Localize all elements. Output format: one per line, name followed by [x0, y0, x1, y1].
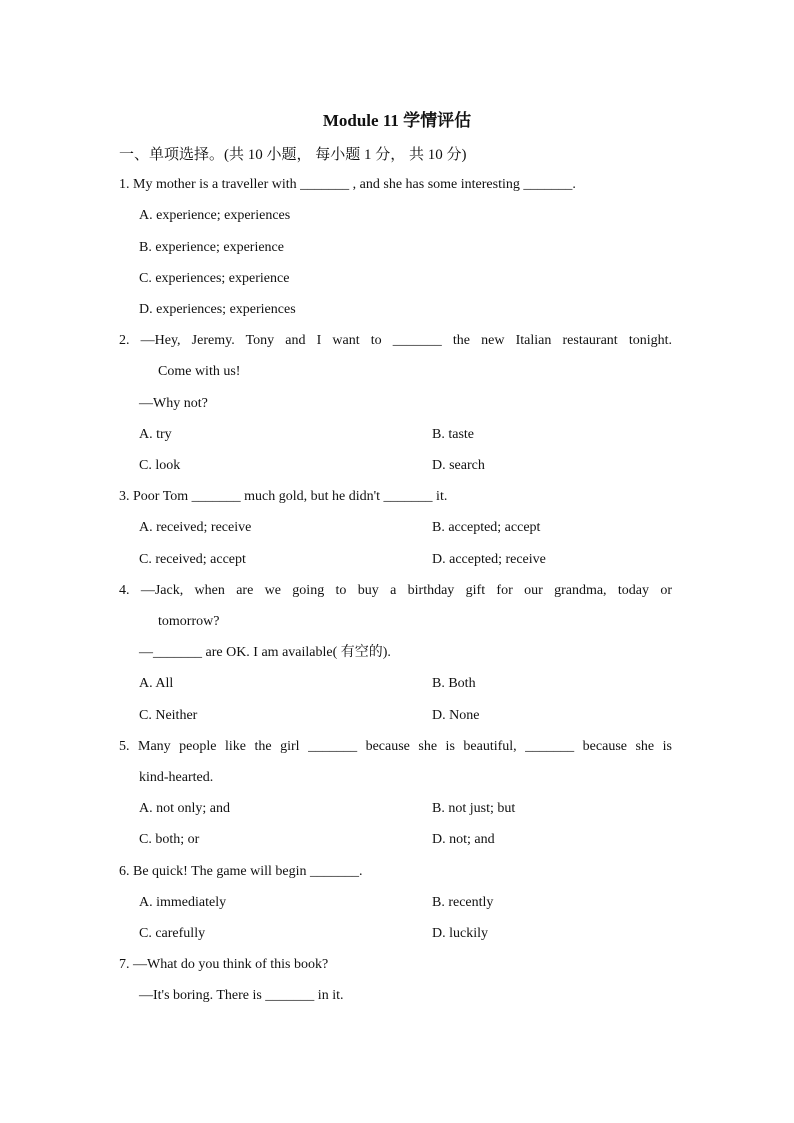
question-5-stem-continued: kind-hearted. — [139, 770, 214, 785]
question-6-option-b: B. recently — [432, 895, 494, 910]
question-1-option-b: B. experience; experience — [139, 240, 284, 255]
question-2-stem-continued: Come with us! — [158, 364, 241, 379]
question-1-option-c: C. experiences; experience — [139, 271, 290, 286]
question-5-option-a: A. not only; and — [139, 801, 230, 816]
question-4-stem-continued: tomorrow? — [158, 614, 220, 629]
question-2-option-d: D. search — [432, 458, 485, 473]
question-7-reply: —It's boring. There is _______ in it. — [139, 988, 344, 1003]
question-6-stem: 6. Be quick! The game will begin _______. — [119, 864, 363, 879]
question-2-stem: 2. —Hey, Jeremy. Tony and I want to _______ the new Italian restaurant tonight. — [119, 333, 672, 348]
question-6-option-a: A. immediately — [139, 895, 227, 910]
section-heading: 一、单项选择。(共 10 小题， 每小题 1 分， 共 10 分) — [119, 147, 467, 163]
question-3-option-b: B. accepted; accept — [432, 520, 541, 535]
question-2-option-b: B. taste — [432, 427, 474, 442]
question-4-option-b: B. Both — [432, 676, 476, 691]
question-3-stem: 3. Poor Tom _______ much gold, but he didn't _______ it. — [119, 489, 448, 504]
question-5-option-c: C. both; or — [139, 832, 200, 847]
question-1-option-a: A. experience; experiences — [139, 208, 291, 223]
question-4-stem: 4. —Jack, when are we going to buy a birthday gift for our grandma, today or — [119, 583, 672, 598]
question-4-option-d: D. None — [432, 708, 480, 723]
question-1-stem: 1. My mother is a traveller with _______ , and she has some interesting _______. — [119, 177, 576, 192]
page-title: Module 11 学情评估 — [322, 111, 472, 130]
question-5-stem: 5. Many people like the girl _______ because she is beautiful, _______ because she is — [119, 739, 672, 754]
question-3-option-a: A. received; receive — [139, 520, 252, 535]
question-4-option-a: A. All — [139, 676, 174, 691]
question-4-option-c: C. Neither — [139, 708, 198, 723]
question-2-reply: —Why not? — [139, 396, 208, 411]
question-4-reply: —_______ are OK. I am available( 有空的). — [139, 645, 391, 660]
question-3-option-d: D. accepted; receive — [432, 552, 546, 567]
question-2-option-a: A. try — [139, 427, 172, 442]
question-5-option-b: B. not just; but — [432, 801, 516, 816]
question-5-option-d: D. not; and — [432, 832, 495, 847]
question-1-option-d: D. experiences; experiences — [139, 302, 296, 317]
question-2-option-c: C. look — [139, 458, 181, 473]
question-6-option-d: D. luckily — [432, 926, 488, 941]
question-3-option-c: C. received; accept — [139, 552, 246, 567]
question-7-stem: 7. —What do you think of this book? — [119, 957, 329, 972]
question-6-option-c: C. carefully — [139, 926, 206, 941]
